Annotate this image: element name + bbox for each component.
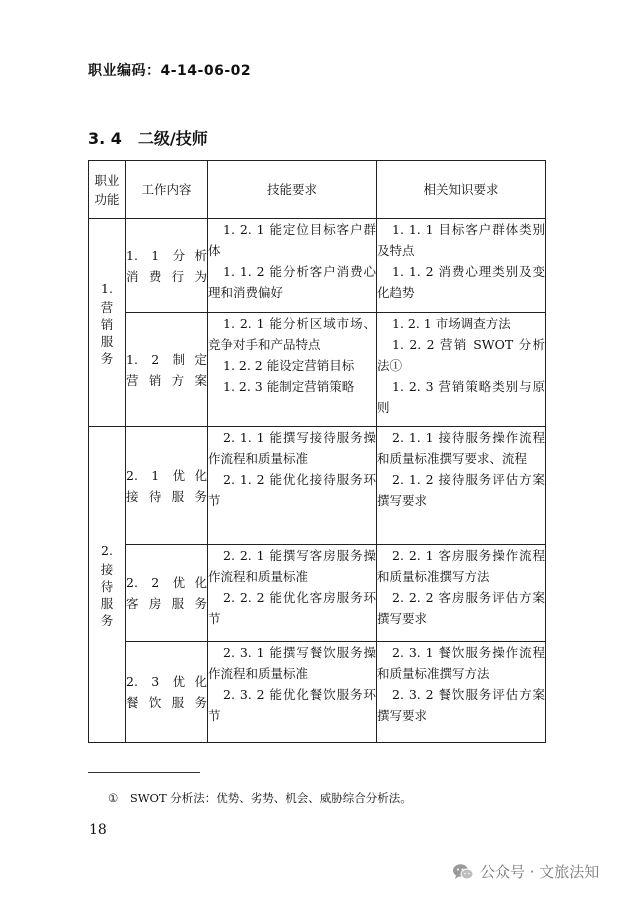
table-header-row [89, 161, 546, 219]
table-row [89, 219, 546, 313]
header-skill-requirements: 技能要求 [208, 161, 377, 219]
table-row [89, 642, 546, 743]
header-function: 职业 功能 [89, 161, 126, 219]
function-cell-marketing: 1. 营销服务 [89, 219, 126, 427]
skill-cell: 1. 2. 1 能分析区域市场、竞争对手和产品特点 1. 2. 2 能设定营销目标 1. 2. 3 能制定营销策略 [208, 313, 377, 427]
skill-cell: 1. 2. 1 能定位目标客户群体 1. 1. 2 能分析客户消费心理和消费偏好 [208, 219, 377, 313]
knowledge-cell: 1. 2. 1 市场调查方法 1. 2. 2 营销 SWOT 分析法① 1. 2. 3 营销策略类别与原则 [377, 313, 546, 427]
knowledge-cell: 2. 1. 1 接待服务操作流程和质量标准撰写要求、流程 2. 1. 2 接待服务评估方案撰写要求 [377, 427, 546, 545]
work-content-cell: 2. 1 优化 接待服务 [126, 427, 208, 545]
skill-cell: 2. 2. 1 能撰写客房服务操作流程和质量标准 2. 2. 2 能优化客房服务环节 [208, 545, 377, 642]
footnote-marker: ① [108, 791, 119, 805]
header-knowledge-requirements: 相关知识要求 [377, 161, 546, 219]
footnote-divider [88, 772, 200, 773]
footnote [108, 790, 412, 806]
table-row [89, 427, 546, 545]
skill-cell: 2. 1. 1 能撰写接待服务操作流程和质量标准 2. 1. 2 能优化接待服务环节 [208, 427, 377, 545]
knowledge-cell: 1. 1. 1 目标客户群体类别及特点 1. 1. 2 消费心理类别及变化趋势 [377, 219, 546, 313]
page-number: 18 [89, 822, 107, 838]
watermark-text: 公众号 · 文旅法知 [480, 863, 600, 881]
knowledge-cell: 2. 2. 1 客房服务操作流程和质量标准撰写方法 2. 2. 2 客房服务评估方案撰写要求 [377, 545, 546, 642]
section-title: 3. 4 二级/技师 [88, 129, 208, 148]
header-work-content: 工作内容 [126, 161, 208, 219]
skill-cell: 2. 3. 1 能撰写餐饮服务操作流程和质量标准 2. 3. 2 能优化餐饮服务环节 [208, 642, 377, 743]
work-content-cell: 2. 2 优化 客房服务 [126, 545, 208, 642]
occupation-code: 职业编码：4-14-06-02 [88, 63, 252, 79]
function-cell-reception: 2. 接待服务 [89, 427, 126, 743]
table-row [89, 545, 546, 642]
skill-requirements-table [88, 160, 546, 743]
table-row [89, 313, 546, 427]
watermark [452, 861, 599, 882]
work-content-cell: 2. 3 优化 餐饮服务 [126, 642, 208, 743]
knowledge-cell: 2. 3. 1 餐饮服务操作流程和质量标准撰写方法 2. 3. 2 餐饮服务评估方案撰写要求 [377, 642, 546, 743]
work-content-cell: 1. 1 分析 消费行为 [126, 219, 208, 313]
wechat-icon [452, 863, 474, 881]
footnote-text: SWOT 分析法：优势、劣势、机会、威胁综合分析法。 [129, 791, 412, 805]
work-content-cell: 1. 2 制定 营销方案 [126, 313, 208, 427]
